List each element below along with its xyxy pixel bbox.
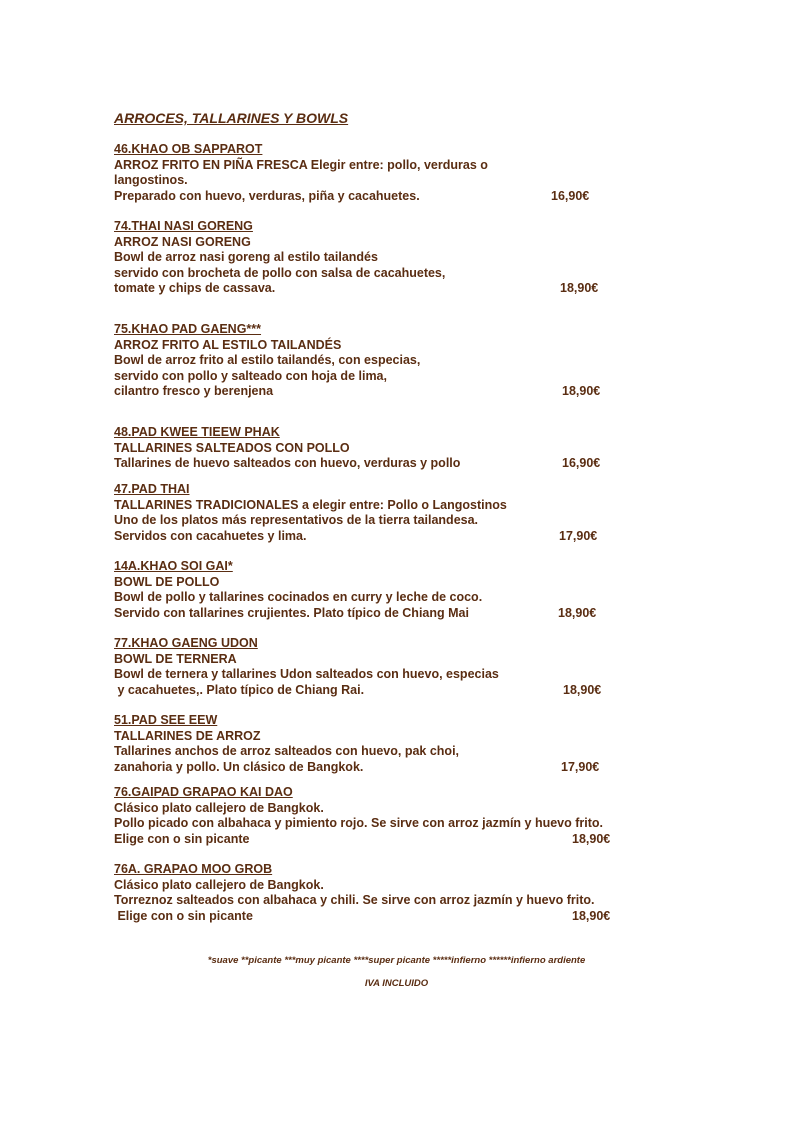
dish-name: 46.KHAO OB SAPPAROT bbox=[114, 142, 263, 156]
dish-line: servido con brocheta de pollo con salsa de cacahuetes, bbox=[114, 265, 446, 280]
section-title: ARROCES, TALLARINES Y BOWLS bbox=[114, 110, 349, 126]
dish-line: TALLARINES TRADICIONALES a elegir entre: Pollo o Langostinos bbox=[114, 497, 507, 512]
dish-name: 51.PAD SEE EEW bbox=[114, 713, 218, 727]
dish-line: TALLARINES SALTEADOS CON POLLO bbox=[114, 440, 350, 455]
dish-line: Clásico plato callejero de Bangkok. bbox=[114, 877, 324, 892]
dish-line: Elige con o sin picante bbox=[114, 831, 250, 846]
dish-line: Preparado con huevo, verduras, piña y cacahuetes. bbox=[114, 188, 420, 203]
dish-price: 16,90€ bbox=[551, 188, 590, 203]
dish-line: Bowl de pollo y tallarines cocinados en curry y leche de coco. bbox=[114, 590, 483, 604]
dish-price: 17,90€ bbox=[559, 528, 598, 543]
menu-item-khao-gaeng-udon bbox=[114, 636, 499, 698]
dish-name: 14A.KHAO SOI GAI* bbox=[114, 559, 233, 573]
menu-item-grapao-moo-grob bbox=[114, 862, 594, 924]
dish-price: 18,90€ bbox=[572, 831, 611, 846]
dish-name: 48.PAD KWEE TIEEW PHAK bbox=[114, 425, 280, 439]
dish-price: 17,90€ bbox=[561, 759, 600, 774]
dish-line: servido con pollo y salteado con hoja de lima, bbox=[114, 368, 387, 383]
dish-line: zanahoria y pollo. Un clásico de Bangkok. bbox=[114, 759, 364, 774]
dish-line: Elige con o sin picante bbox=[114, 908, 253, 923]
dish-line: cilantro fresco y berenjena bbox=[114, 384, 274, 398]
menu-item-khao-ob-sapparot bbox=[114, 142, 488, 204]
dish-price: 18,90€ bbox=[558, 605, 597, 620]
menu-item-thai-nasi-goreng bbox=[114, 219, 445, 297]
dish-line: Pollo picado con albahaca y pimiento rojo. Se sirve con arroz jazmín y huevo frito. bbox=[114, 816, 604, 830]
dish-line: ARROZ FRITO AL ESTILO TAILANDÉS bbox=[114, 337, 342, 352]
dish-line: Bowl de ternera y tallarines Udon salteados con huevo, especias bbox=[114, 667, 499, 681]
dish-line: Servido con tallarines crujientes. Plato típico de Chiang Mai bbox=[114, 605, 469, 620]
dish-price: 18,90€ bbox=[572, 908, 611, 923]
dish-line: Tallarines anchos de arroz salteados con huevo, pak choi, bbox=[114, 744, 460, 758]
dish-line: BOWL DE TERNERA bbox=[114, 651, 237, 666]
dish-line: Clásico plato callejero de Bangkok. bbox=[114, 800, 324, 815]
dish-price: 18,90€ bbox=[560, 281, 599, 295]
dish-line: Uno de los platos más representativos de la tierra tailandesa. bbox=[114, 513, 479, 527]
dish-line: Tallarines de huevo salteados con huevo, verduras y pollo bbox=[114, 456, 461, 470]
menu-item-pad-see-eew bbox=[114, 713, 459, 775]
dish-line: TALLARINES DE ARROZ bbox=[114, 728, 261, 743]
dish-line: y cacahuetes,. Plato típico de Chiang Rai. bbox=[114, 682, 365, 697]
dish-line: langostinos. bbox=[114, 173, 188, 187]
dish-line: ARROZ NASI GORENG bbox=[114, 234, 251, 249]
dish-price: 18,90€ bbox=[562, 384, 601, 398]
spice-legend: *suave **picante ***muy picante ****super picante *****infierno ******infierno ardiente bbox=[207, 955, 586, 966]
menu-item-pad-thai bbox=[114, 482, 507, 544]
dish-line: Torreznoz salteados con albahaca y chili. Se sirve con arroz jazmín y huevo frito. bbox=[114, 893, 595, 907]
dish-line: Servidos con cacahuetes y lima. bbox=[114, 528, 307, 543]
dish-line: BOWL DE POLLO bbox=[114, 574, 220, 589]
dish-line: tomate y chips de cassava. bbox=[114, 281, 276, 295]
dish-price: 16,90€ bbox=[562, 456, 601, 470]
dish-line: ARROZ FRITO EN PIÑA FRESCA Elegir entre: pollo, verduras o bbox=[114, 157, 488, 172]
dish-name: 75.KHAO PAD GAENG*** bbox=[114, 322, 262, 336]
menu-item-khao-soi-gai bbox=[114, 559, 482, 621]
dish-name: 74.THAI NASI GORENG bbox=[114, 219, 253, 233]
tax-note: IVA INCLUIDO bbox=[364, 978, 429, 989]
dish-name: 76A. GRAPAO MOO GROB bbox=[114, 862, 273, 876]
dish-price: 18,90€ bbox=[563, 682, 602, 697]
dish-name: 76.GAIPAD GRAPAO KAI DAO bbox=[114, 785, 293, 799]
dish-name: 47.PAD THAI bbox=[114, 482, 190, 496]
dish-line: Bowl de arroz frito al estilo tailandés, con especias, bbox=[114, 353, 421, 367]
menu-item-pad-kwee-tieew-phak bbox=[114, 425, 460, 472]
menu-item-khao-pad-gaeng bbox=[114, 322, 420, 400]
menu-item-gaipad-grapao-kai-dao bbox=[114, 785, 603, 847]
dish-name: 77.KHAO GAENG UDON bbox=[114, 636, 258, 650]
dish-line: Bowl de arroz nasi goreng al estilo tailandés bbox=[114, 250, 378, 264]
